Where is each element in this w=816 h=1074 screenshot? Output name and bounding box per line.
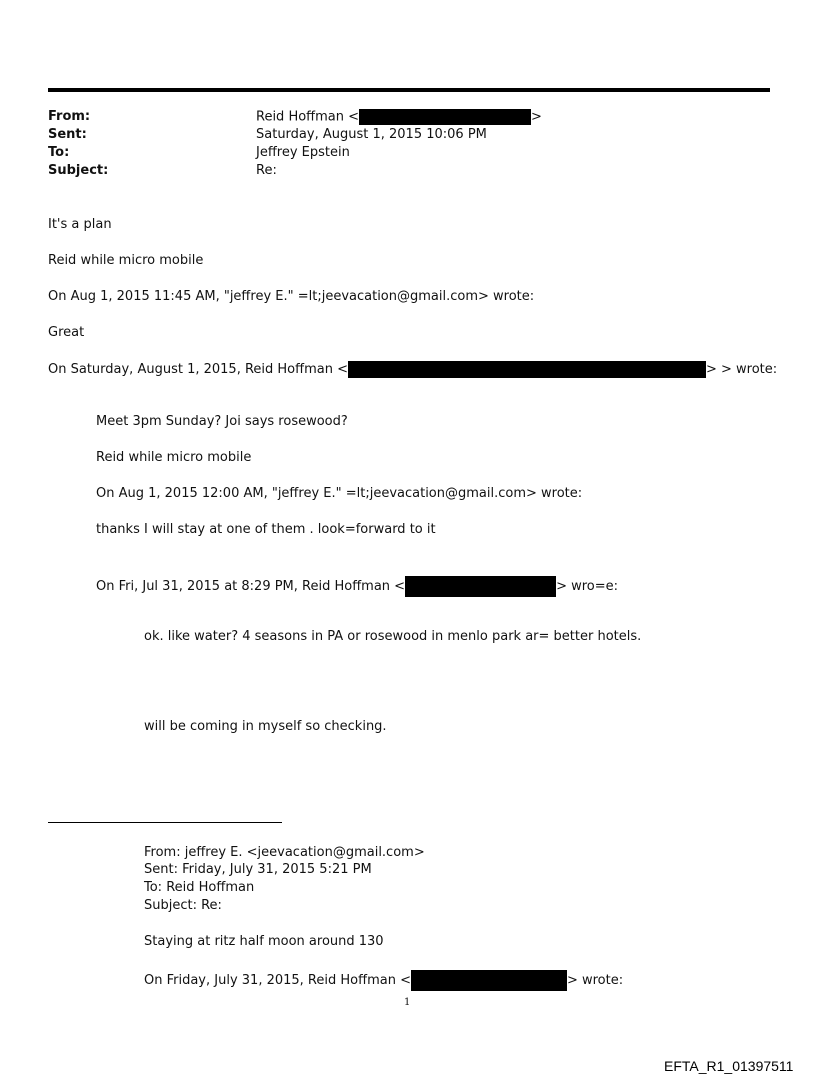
- quoted-line: Reid while micro mobile: [96, 450, 252, 465]
- quoted-line: Meet 3pm Sunday? Joi says rosewood?: [96, 414, 348, 429]
- from-name: Reid Hoffman <: [256, 109, 360, 125]
- quoted-line: will be coming in myself so checking.: [144, 719, 387, 734]
- to-label: To:: [48, 145, 70, 160]
- redaction-block: [405, 576, 556, 597]
- subject-label: Subject:: [48, 163, 109, 178]
- forwarded-sent: Sent: Friday, July 31, 2015 5:21 PM: [144, 862, 372, 877]
- quote-intro-end: > wrote:: [566, 973, 624, 988]
- top-rule: [48, 88, 770, 92]
- forwarded-line: [144, 970, 623, 991]
- forwarded-to: To: Reid Hoffman: [144, 880, 255, 895]
- redaction-block: [411, 970, 567, 991]
- separator-rule: [48, 822, 282, 823]
- body-line: Reid while micro mobile: [48, 253, 204, 268]
- redaction-block: [359, 109, 531, 125]
- quoted-line: [96, 576, 618, 597]
- to-value: Jeffrey Epstein: [256, 145, 350, 160]
- from-value: [256, 109, 542, 126]
- sent-value: Saturday, August 1, 2015 10:06 PM: [256, 127, 487, 142]
- body-line: On Aug 1, 2015 11:45 AM, "jeffrey E." =lt;jeevacation@gmail.com> wrote:: [48, 289, 535, 304]
- redaction-block: [348, 361, 706, 378]
- quoted-line: On Aug 1, 2015 12:00 AM, "jeffrey E." =lt;jeevacation@gmail.com> wrote:: [96, 486, 583, 501]
- forwarded-body: Staying at ritz half moon around 130: [144, 934, 384, 949]
- quote-intro: On Fri, Jul 31, 2015 at 8:29 PM, Reid Hoffman <: [96, 579, 406, 594]
- document-id: EFTA_R1_01397511: [664, 1058, 794, 1074]
- sent-label: Sent:: [48, 127, 87, 142]
- subject-value: Re:: [256, 163, 277, 178]
- quote-intro: On Saturday, August 1, 2015, Reid Hoffman <: [48, 362, 348, 377]
- body-line: [48, 361, 777, 378]
- body-line: Great: [48, 325, 85, 340]
- body-line: It's a plan: [48, 217, 112, 232]
- quoted-line: thanks I will stay at one of them . look=forward to it: [96, 522, 436, 537]
- from-label: From:: [48, 109, 91, 124]
- forwarded-from: From: jeffrey E. <jeevacation@gmail.com>: [144, 845, 425, 860]
- quote-intro: On Friday, July 31, 2015, Reid Hoffman <: [144, 973, 411, 988]
- quote-intro-end: > > wrote:: [705, 362, 778, 377]
- forwarded-subject: Subject: Re:: [144, 898, 222, 913]
- page-number: 1: [404, 997, 411, 1008]
- from-close: >: [531, 109, 542, 125]
- quote-intro-end: > wro=e:: [556, 579, 619, 594]
- quoted-line: ok. like water? 4 seasons in PA or rosewood in menlo park ar= better hotels.: [144, 629, 642, 644]
